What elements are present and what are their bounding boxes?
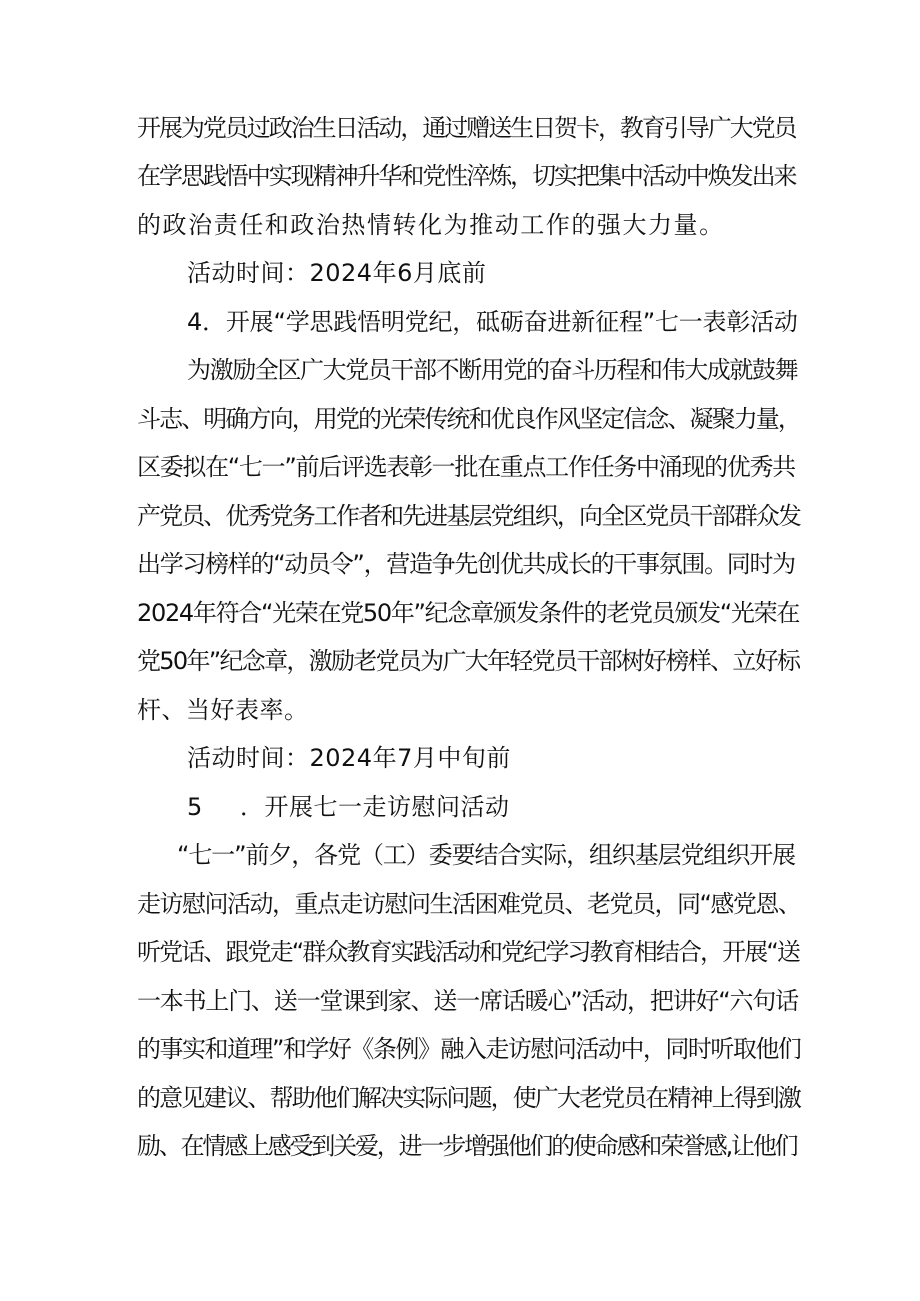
paragraph-line: 2024年符合“光荣在党50年”纪念章颁发条件的老党员颁发“光荣在	[137, 599, 800, 627]
activity-time-2: 活动时间：2024年7月中旬前	[187, 744, 511, 772]
paragraph-line: 在学思践悟中实现精神升华和党性淬炼，切实把集中活动中焕发出来	[137, 162, 796, 190]
paragraph-line: “七一”前夕，各党（工）委要结合实际，组织基层党组织开展	[177, 841, 796, 869]
section-heading-5: ．开展七一走访慰问活动	[240, 793, 510, 821]
paragraph-line: 区委拟在“七一”前后评选表彰一批在重点工作任务中涌现的优秀共	[137, 453, 795, 481]
paragraph-line: 励、在情感上感受到关爱，进一步增强他们的使命感和荣誉感,让他们	[137, 1132, 797, 1160]
activity-time-1: 活动时间：2024年6月底前	[187, 259, 487, 287]
paragraph-line: 为激励全区广大党员干部不断用党的奋斗历程和伟大成就鼓舞	[187, 356, 798, 384]
paragraph-line: 党50年”纪念章，激励老党员为广大年轻党员干部树好榜样、立好标	[137, 647, 800, 675]
paragraph-line: 走访慰问活动，重点走访慰问生活困难党员、老党员，同“感党恩、	[137, 890, 801, 918]
paragraph-line: 杆、当好表率。	[137, 696, 309, 724]
paragraph-line: 开展为党员过政治生日活动，通过赠送生日贺卡，教育引导广大党员	[137, 114, 796, 142]
paragraph-line: 一本书上门、送一堂课到家、送一席话暖心”活动，把讲好“六句话	[137, 987, 798, 1015]
section-heading-4: 4．开展“学思践悟明党纪，砥砺奋进新征程”七一表彰活动	[187, 308, 798, 336]
paragraph-line: 的意见建议、帮助他们解决实际问题，使广大老党员在精神上得到激	[137, 1084, 800, 1112]
section-heading-5-number: 5	[187, 793, 203, 821]
paragraph-line: 斗志、明确方向，用党的光荣传统和优良作风坚定信念、凝聚力量，	[137, 405, 800, 433]
paragraph-line: 产党员、优秀党务工作者和先进基层党组织，向全区党员干部群众发	[137, 502, 800, 530]
paragraph-line: 的事实和道理”和学好《条例》融入走访慰问活动中，同时听取他们	[137, 1035, 801, 1063]
paragraph-line: 听党话、跟党走“群众教育实践活动和党纪学习教育相结合，开展“送	[137, 938, 799, 966]
paragraph-line: 的政治责任和政治热情转化为推动工作的强大力量。	[137, 211, 725, 239]
paragraph-line: 出学习榜样的“动员令”，营造争先创优共成长的干事氛围。同时为	[137, 550, 795, 578]
